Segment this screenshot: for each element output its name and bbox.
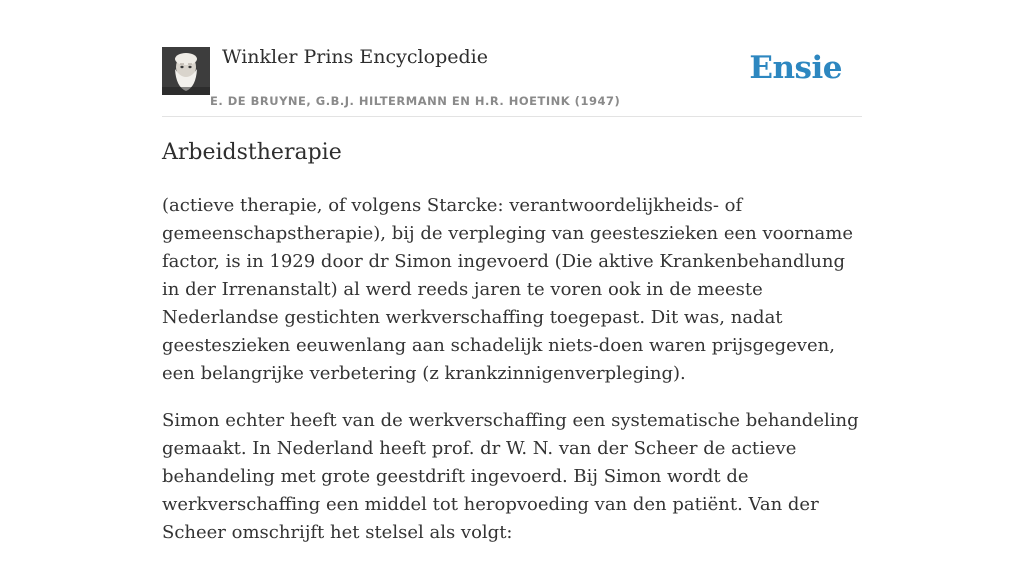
article-paragraph: (actieve therapie, of volgens Starcke: verantwoordelijkheids- of gemeenschapstherapie), bij de verpleging van geesteszieken een voorname factor, is in 1929 door dr Simon ingevoerd (Die aktive Krankenbehandlung in der Irrenanstalt) al werd reeds jaren te voren ook in de meeste Nederlandse gestichten werkverschaffing toegepast. Dit was, nadat geesteszieken eeuwenlang aan schadelijk niets-doen waren prijsgegeven, een belangrijke verbetering (z krankzinnigenverpleging). [162, 195, 853, 384]
header [162, 0, 862, 117]
author-avatar[interactable] [162, 47, 210, 95]
content-container [162, 0, 862, 543]
site-title[interactable]: Winkler Prins Encyclopedie [222, 46, 488, 68]
article-body [162, 192, 862, 566]
bearded-portrait-icon [162, 47, 210, 95]
article-title: Arbeidstherapie [162, 140, 342, 165]
ensie-logo[interactable]: Ensie [749, 50, 842, 86]
authors-line: E. DE BRUYNE, G.B.J. HILTERMANN EN H.R. HOETINK (1947) [210, 94, 621, 108]
article-paragraph: Simon echter heeft van de werkverschaffing een systematische behandeling gemaakt. In Nederland heeft prof. dr W. N. van der Scheer de actieve behandeling met grote geestdrift ingevoerd. Bij Simon wordt de werkverschaffing een middel tot heropvoeding van den patiënt. Van der Scheer omschrijft het stelsel als volgt: [162, 410, 859, 543]
